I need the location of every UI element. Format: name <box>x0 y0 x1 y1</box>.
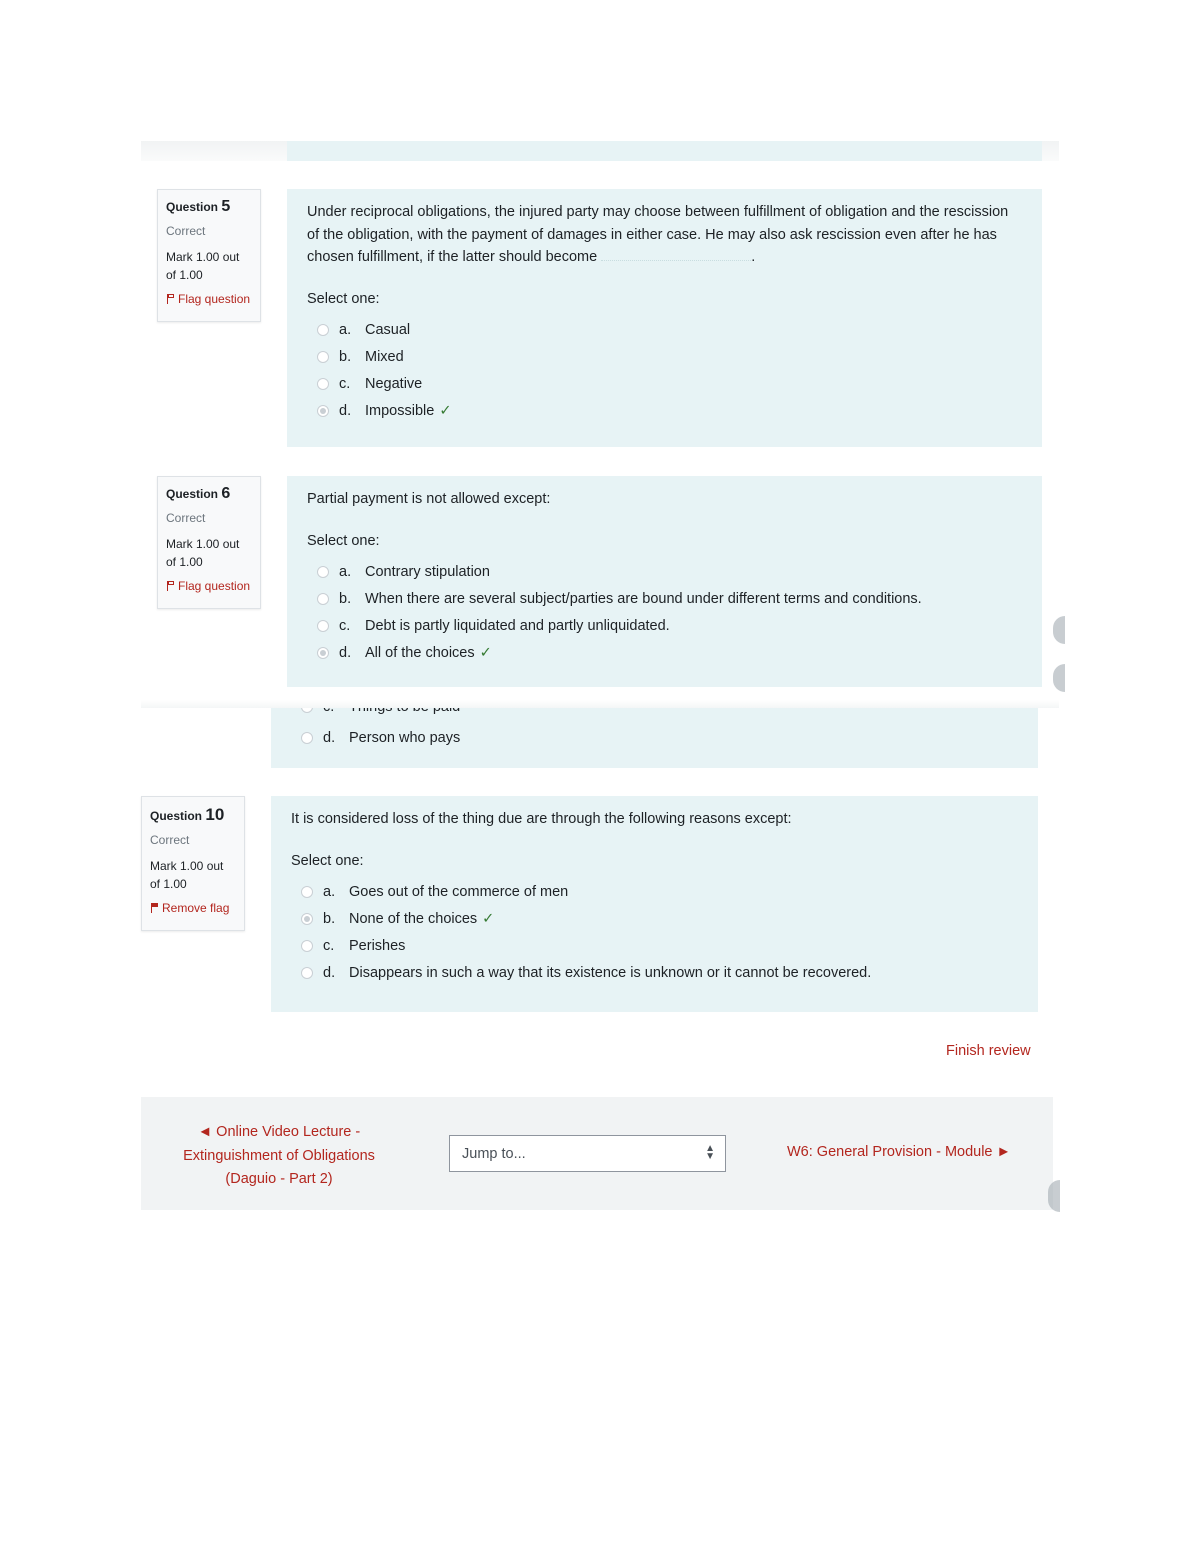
radio-button[interactable] <box>317 566 329 578</box>
question-content-5 <box>287 189 1042 447</box>
radio-button[interactable] <box>317 324 329 336</box>
radio-button[interactable] <box>317 647 329 659</box>
question-grade: Mark 1.00 out of 1.00 <box>150 859 224 891</box>
select-prompt: Select one: <box>291 852 364 869</box>
side-drawer-toggle[interactable] <box>1053 664 1065 692</box>
question-number: Question 6 <box>166 485 231 502</box>
radio-button[interactable] <box>317 593 329 605</box>
answer-option[interactable]: a. Goes out of the commerce of men <box>291 879 1018 906</box>
flag-icon <box>150 903 158 913</box>
question-info-10 <box>141 796 245 931</box>
flag-icon <box>166 294 174 304</box>
previous-question-tail <box>141 141 1059 161</box>
question-text: It is considered loss of the thing due are through the following reasons except: <box>291 811 792 827</box>
question-content-10 <box>271 796 1038 1012</box>
select-arrows-icon: ▲ ▼ <box>705 1143 715 1162</box>
jump-to-select[interactable]: Jump to... ▲ ▼ <box>449 1135 726 1172</box>
question-state: Correct <box>150 833 190 847</box>
question-info-6 <box>157 476 261 609</box>
finish-review-link[interactable]: Finish review <box>946 1043 1031 1059</box>
check-icon: ✓ <box>439 403 452 419</box>
answer-option[interactable]: b. None of the choices ✓ <box>291 906 1018 933</box>
arrow-right-icon: ► <box>996 1144 1011 1160</box>
side-drawer-toggle[interactable] <box>1048 1180 1060 1212</box>
select-prompt: Select one: <box>307 532 380 549</box>
question-content-partial <box>271 700 1038 768</box>
answer-option[interactable]: c. Perishes <box>291 933 1018 960</box>
question-info-5 <box>157 189 261 322</box>
question-text: Partial payment is not allowed except: <box>307 491 551 507</box>
radio-button[interactable] <box>301 940 313 952</box>
radio-button[interactable] <box>301 886 313 898</box>
answer-option[interactable]: b. Mixed <box>307 344 1022 371</box>
question-grade: Mark 1.00 out of 1.00 <box>166 250 240 282</box>
answer-option[interactable]: d. Disappears in such a way that its existence is unknown or it cannot be recovered. <box>291 960 1018 987</box>
radio-button[interactable] <box>301 732 313 744</box>
screenshot-seam <box>141 700 1059 708</box>
answer-option[interactable]: d. Impossible ✓ <box>307 398 1022 425</box>
question-grade: Mark 1.00 out of 1.00 <box>166 537 240 569</box>
radio-button[interactable] <box>301 967 313 979</box>
side-drawer-toggle[interactable] <box>1053 616 1065 644</box>
previous-activity-link[interactable]: ◄ Online Video Lecture - Extinguishment of Obligations (Daguio - Part 2) <box>183 1124 375 1187</box>
radio-button[interactable] <box>317 405 329 417</box>
check-icon: ✓ <box>479 645 492 661</box>
question-number: Question 5 <box>166 198 231 215</box>
answer-option[interactable]: d. Person who pays <box>291 724 1018 751</box>
flag-question-link[interactable]: Flag question <box>166 292 252 306</box>
radio-button[interactable] <box>317 378 329 390</box>
question-state: Correct <box>166 511 206 525</box>
check-icon: ✓ <box>482 911 495 927</box>
flag-icon <box>166 581 174 591</box>
question-text: Under reciprocal obligations, the injured party may choose between fulfillment of obligation and the rescission of the obligation, with the payment of damages in either case. He may also ask rescission even after he has chosen fulfillment, if the latter should become . <box>307 204 1009 265</box>
answer-option[interactable]: b. When there are several subject/parties are bound under different terms and conditions. <box>307 586 1022 613</box>
answer-option[interactable]: c. Negative <box>307 371 1022 398</box>
question-number: Question 10 <box>150 805 225 824</box>
question-state: Correct <box>166 224 206 238</box>
question-content-6 <box>287 476 1042 687</box>
flag-question-link[interactable]: Flag question <box>166 579 252 593</box>
next-activity-link[interactable]: W6: General Provision - Module ► <box>787 1144 1011 1160</box>
arrow-left-icon: ◄ <box>197 1124 213 1140</box>
remove-flag-link[interactable]: Remove flag <box>150 901 236 915</box>
radio-button[interactable] <box>317 351 329 363</box>
answer-option[interactable]: d. All of the choices ✓ <box>307 640 1022 667</box>
radio-button[interactable] <box>301 913 313 925</box>
select-prompt: Select one: <box>307 290 380 307</box>
answer-option[interactable]: a. Casual <box>307 317 1022 344</box>
answer-option[interactable]: a. Contrary stipulation <box>307 559 1022 586</box>
radio-button[interactable] <box>317 620 329 632</box>
answer-option[interactable]: c. Debt is partly liquidated and partly unliquidated. <box>307 613 1022 640</box>
